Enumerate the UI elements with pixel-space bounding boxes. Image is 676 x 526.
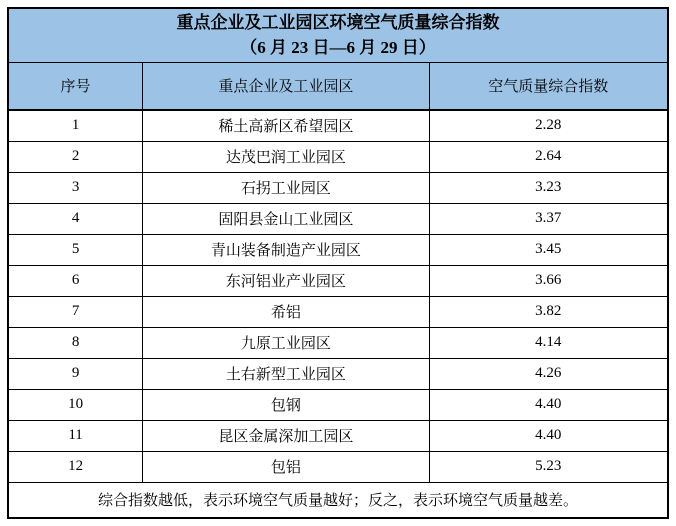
row-serial-number: 11 <box>8 420 143 451</box>
table-title-row <box>8 8 668 62</box>
row-park-name: 土右新型工业园区 <box>143 358 429 389</box>
row-serial-number: 1 <box>8 110 143 141</box>
row-park-name: 昆区金属深加工园区 <box>143 420 429 451</box>
table-footnote: 综合指数越低，表示环境空气质量越好；反之，表示环境空气质量越差。 <box>8 482 668 518</box>
row-index-value: 4.14 <box>429 327 668 358</box>
air-quality-table-container <box>7 7 669 519</box>
table-title <box>8 8 668 62</box>
row-serial-number: 10 <box>8 389 143 420</box>
row-index-value: 4.26 <box>429 358 668 389</box>
table-row <box>8 389 668 420</box>
row-park-name: 希铝 <box>143 296 429 327</box>
table-row <box>8 358 668 389</box>
row-park-name: 稀土高新区希望园区 <box>143 110 429 141</box>
row-index-value: 3.23 <box>429 172 668 203</box>
table-title-line2: （6 月 23 日—6 月 29 日） <box>240 38 436 58</box>
row-serial-number: 12 <box>8 451 143 482</box>
air-quality-table <box>7 7 669 519</box>
row-serial-number: 2 <box>8 141 143 172</box>
table-row <box>8 203 668 234</box>
row-serial-number: 5 <box>8 234 143 265</box>
column-header-index: 空气质量综合指数 <box>429 62 668 110</box>
table-row <box>8 296 668 327</box>
row-park-name: 东河铝业产业园区 <box>143 265 429 296</box>
row-index-value: 3.66 <box>429 265 668 296</box>
row-index-value: 2.64 <box>429 141 668 172</box>
row-park-name: 包钢 <box>143 389 429 420</box>
row-serial-number: 6 <box>8 265 143 296</box>
row-index-value: 5.23 <box>429 451 668 482</box>
table-row <box>8 172 668 203</box>
row-serial-number: 8 <box>8 327 143 358</box>
column-header-row <box>8 62 668 110</box>
table-row <box>8 110 668 141</box>
table-row <box>8 420 668 451</box>
row-serial-number: 9 <box>8 358 143 389</box>
row-park-name: 达茂巴润工业园区 <box>143 141 429 172</box>
footnote-row <box>8 482 668 518</box>
row-serial-number: 4 <box>8 203 143 234</box>
row-index-value: 3.37 <box>429 203 668 234</box>
table-row <box>8 451 668 482</box>
row-park-name: 固阳县金山工业园区 <box>143 203 429 234</box>
row-index-value: 3.82 <box>429 296 668 327</box>
table-body <box>8 110 668 482</box>
table-row <box>8 265 668 296</box>
row-park-name: 石拐工业园区 <box>143 172 429 203</box>
row-index-value: 3.45 <box>429 234 668 265</box>
row-index-value: 4.40 <box>429 389 668 420</box>
row-park-name: 青山装备制造产业园区 <box>143 234 429 265</box>
row-park-name: 包铝 <box>143 451 429 482</box>
table-row <box>8 234 668 265</box>
row-park-name: 九原工业园区 <box>143 327 429 358</box>
row-index-value: 2.28 <box>429 110 668 141</box>
column-header-park-name: 重点企业及工业园区 <box>143 62 429 110</box>
table-row <box>8 141 668 172</box>
column-header-serial: 序号 <box>8 62 143 110</box>
row-serial-number: 3 <box>8 172 143 203</box>
row-serial-number: 7 <box>8 296 143 327</box>
row-index-value: 4.40 <box>429 420 668 451</box>
table-title-line1: 重点企业及工业园区环境空气质量综合指数 <box>176 12 500 32</box>
table-row <box>8 327 668 358</box>
